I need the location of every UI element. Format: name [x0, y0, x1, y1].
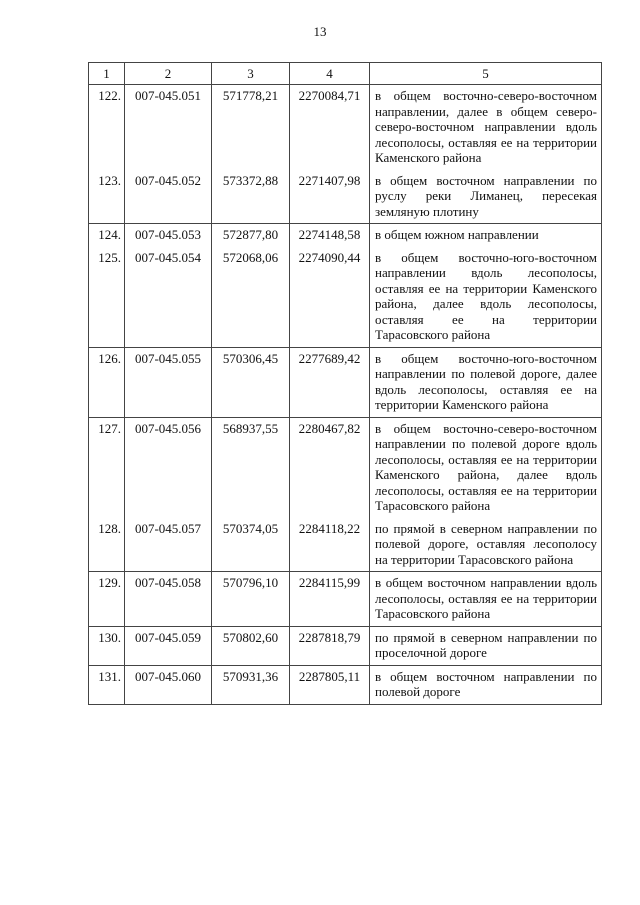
- coordinate-x: 570931,36: [212, 665, 290, 704]
- table-row: [89, 518, 602, 572]
- row-number: 124.: [89, 224, 125, 247]
- boundary-description: в общем восточно-северо-восточном направлении, далее в общем северо-северо-восточном направлении вдоль лесополосы, оставляя ее на территории Каменского района: [370, 85, 602, 170]
- coordinate-y: 2277689,42: [290, 347, 370, 417]
- table-row: [89, 626, 602, 665]
- boundary-description: в общем восточно-юго-восточном направлении по полевой дороге, далее вдоль лесополосы, оставляя ее на территории Каменского района: [370, 347, 602, 417]
- table-row: [89, 170, 602, 224]
- coordinate-y: 2274148,58: [290, 224, 370, 247]
- point-code: 007-045.060: [125, 665, 212, 704]
- boundary-description: в общем южном направлении: [370, 224, 602, 247]
- column-header-3: 3: [212, 63, 290, 85]
- point-code: 007-045.053: [125, 224, 212, 247]
- table-row: [89, 224, 602, 247]
- coordinate-y: 2284115,99: [290, 572, 370, 627]
- column-header-2: 2: [125, 63, 212, 85]
- boundary-description: в общем восточном направлении вдоль лесополосы, оставляя ее на территории Тарасовского района: [370, 572, 602, 627]
- row-number: 128.: [89, 518, 125, 572]
- row-number: 130.: [89, 626, 125, 665]
- table-row: [89, 665, 602, 704]
- column-header-4: 4: [290, 63, 370, 85]
- coordinate-y: 2280467,82: [290, 417, 370, 518]
- table-row: [89, 417, 602, 518]
- point-code: 007-045.051: [125, 85, 212, 170]
- coordinate-x: 572068,06: [212, 247, 290, 348]
- boundary-description: по прямой в северном направлении по проселочной дороге: [370, 626, 602, 665]
- point-code: 007-045.052: [125, 170, 212, 224]
- row-number: 122.: [89, 85, 125, 170]
- point-code: 007-045.054: [125, 247, 212, 348]
- table-row: [89, 85, 602, 170]
- row-number: 126.: [89, 347, 125, 417]
- coordinate-x: 571778,21: [212, 85, 290, 170]
- coordinate-x: 573372,88: [212, 170, 290, 224]
- row-number: 127.: [89, 417, 125, 518]
- column-header-5: 5: [370, 63, 602, 85]
- coordinate-y: 2270084,71: [290, 85, 370, 170]
- coordinate-y: 2271407,98: [290, 170, 370, 224]
- coordinate-y: 2284118,22: [290, 518, 370, 572]
- boundary-description: в общем восточном направлении по руслу реки Лиманец, пересекая земляную плотину: [370, 170, 602, 224]
- coordinate-x: 570802,60: [212, 626, 290, 665]
- row-number: 131.: [89, 665, 125, 704]
- table-header-row: [89, 63, 602, 85]
- point-code: 007-045.058: [125, 572, 212, 627]
- boundary-description: по прямой в северном направлении по полевой дороге, оставляя лесополосу на территории Тарасовского района: [370, 518, 602, 572]
- point-code: 007-045.056: [125, 417, 212, 518]
- point-code: 007-045.057: [125, 518, 212, 572]
- coordinate-y: 2287818,79: [290, 626, 370, 665]
- table-row: [89, 247, 602, 348]
- table-row: [89, 572, 602, 627]
- coordinate-y: 2287805,11: [290, 665, 370, 704]
- page-number: 13: [313, 24, 327, 39]
- boundary-points-table: [88, 62, 602, 705]
- coordinate-x: 570374,05: [212, 518, 290, 572]
- boundary-description: в общем восточно-северо-восточном направлении по полевой дороге вдоль лесополосы, оставляя ее на территории Каменского района, далее вдоль лесополосы, оставляя ее на территории Тарасовского района: [370, 417, 602, 518]
- table-row: [89, 347, 602, 417]
- coordinate-x: 572877,80: [212, 224, 290, 247]
- point-code: 007-045.055: [125, 347, 212, 417]
- coordinate-x: 568937,55: [212, 417, 290, 518]
- boundary-description: в общем восточно-юго-восточном направлении вдоль лесополосы, оставляя ее на территории Каменского района, далее вдоль лесополосы, оставляя ее на территории Тарасовского района: [370, 247, 602, 348]
- column-header-1: 1: [89, 63, 125, 85]
- row-number: 125.: [89, 247, 125, 348]
- row-number: 123.: [89, 170, 125, 224]
- row-number: 129.: [89, 572, 125, 627]
- boundary-description: в общем восточном направлении по полевой дороге: [370, 665, 602, 704]
- coordinate-x: 570796,10: [212, 572, 290, 627]
- point-code: 007-045.059: [125, 626, 212, 665]
- coordinate-y: 2274090,44: [290, 247, 370, 348]
- coordinate-x: 570306,45: [212, 347, 290, 417]
